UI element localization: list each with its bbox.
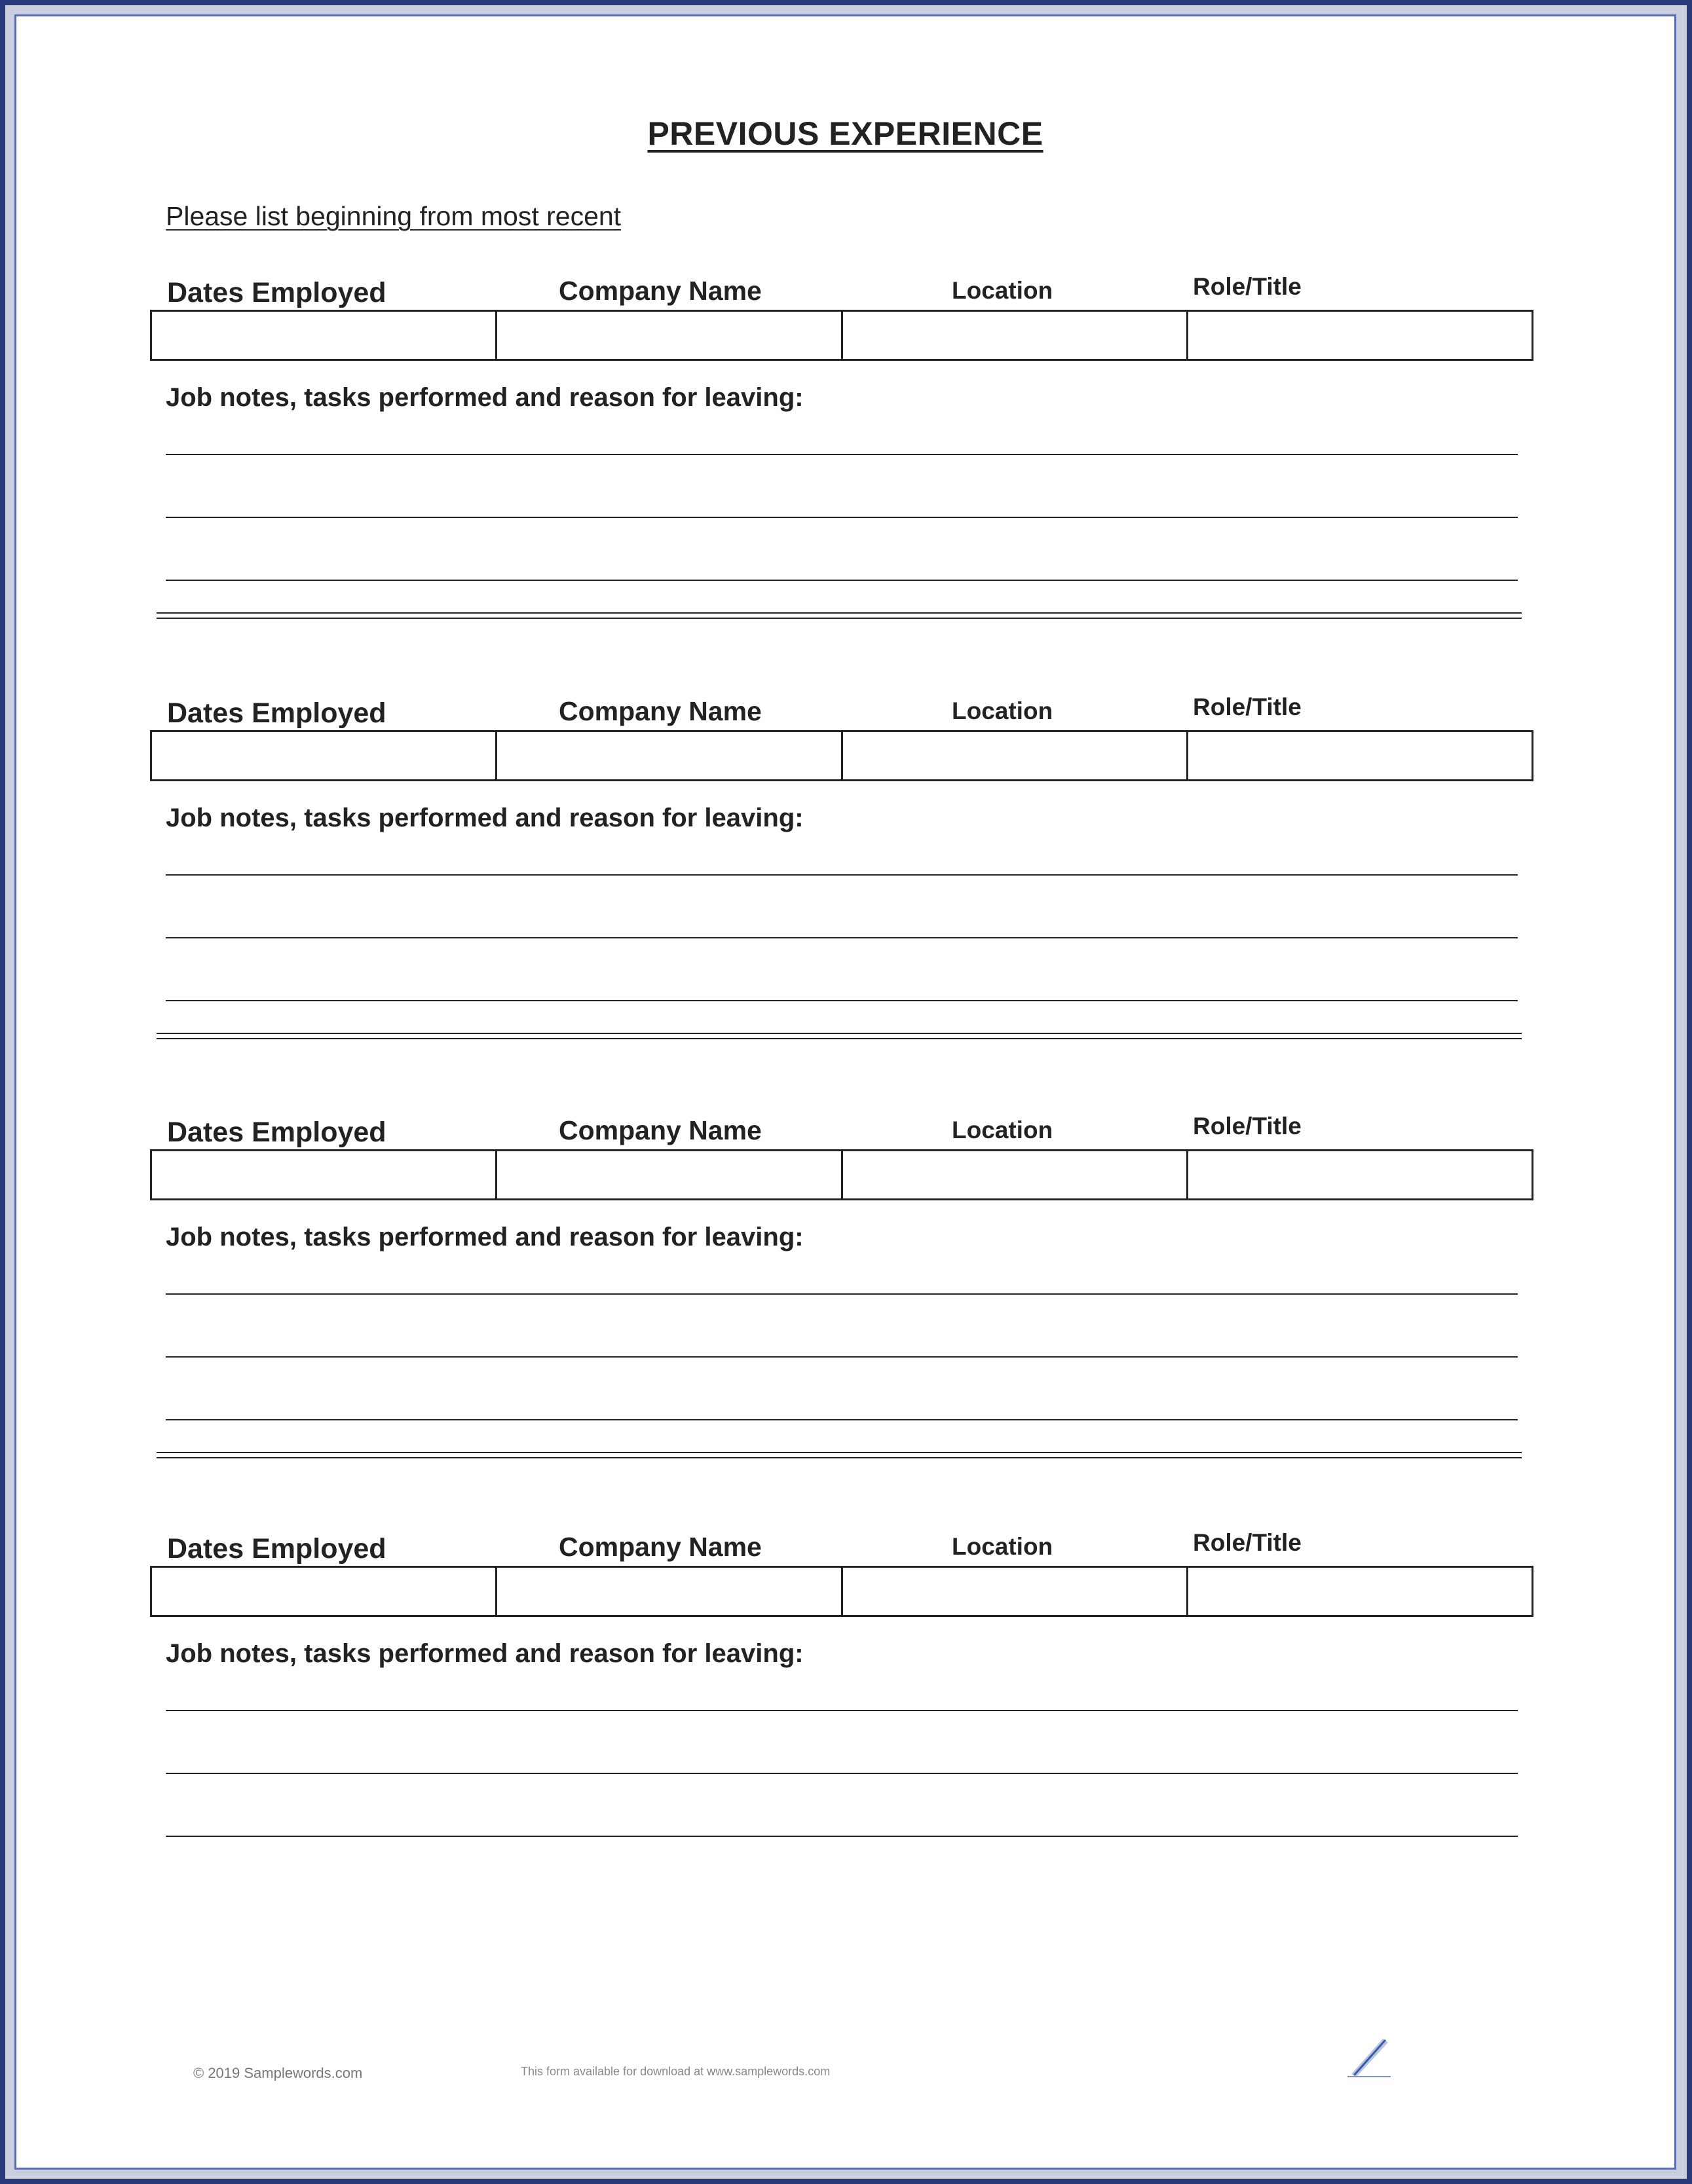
section-divider: [157, 612, 1522, 619]
dates-employed-field[interactable]: [152, 1568, 497, 1615]
location-field[interactable]: [843, 732, 1188, 779]
notes-line[interactable]: [166, 874, 1518, 876]
role-title-label: Role/Title: [1193, 1529, 1302, 1556]
dates-employed-field[interactable]: [152, 312, 497, 359]
form-page: [14, 14, 1676, 2170]
role-title-label: Role/Title: [1193, 1113, 1302, 1139]
notes-line[interactable]: [166, 1710, 1518, 1711]
role-title-field[interactable]: [1188, 1568, 1532, 1615]
dates-employed-field[interactable]: [152, 1151, 497, 1198]
company-name-label: Company Name: [559, 1532, 762, 1562]
notes-line[interactable]: [166, 454, 1518, 455]
role-title-label: Role/Title: [1193, 694, 1302, 720]
notes-line[interactable]: [166, 517, 1518, 518]
role-title-label: Role/Title: [1193, 273, 1302, 300]
instruction-text: Please list beginning from most recent: [166, 201, 622, 231]
section-divider: [157, 1033, 1522, 1039]
page-title: PREVIOUS EXPERIENCE: [647, 115, 1043, 152]
location-label: Location: [952, 1117, 1053, 1143]
experience-entry-4: [150, 1529, 1545, 1926]
notes-line[interactable]: [166, 937, 1518, 938]
job-notes-label: Job notes, tasks performed and reason for leaving:: [166, 383, 804, 412]
notes-line[interactable]: [166, 1293, 1518, 1295]
copyright-text: © 2019 Samplewords.com: [193, 2065, 363, 2081]
location-field[interactable]: [843, 1151, 1188, 1198]
dates-employed-field[interactable]: [152, 732, 497, 779]
role-title-field[interactable]: [1188, 312, 1532, 359]
company-name-field[interactable]: [497, 1151, 842, 1198]
experience-entry-1: [150, 273, 1545, 670]
notes-line[interactable]: [166, 580, 1518, 581]
role-title-field[interactable]: [1188, 1151, 1532, 1198]
experience-entry-2: [150, 694, 1545, 1090]
company-name-field[interactable]: [497, 732, 842, 779]
employment-fields-row: [150, 310, 1533, 361]
company-name-label: Company Name: [559, 1115, 762, 1145]
notes-line[interactable]: [166, 1836, 1518, 1837]
dates-employed-label: Dates Employed: [167, 697, 386, 729]
download-note: This form available for download at www.samplewords.com: [521, 2065, 831, 2078]
location-label: Location: [952, 697, 1053, 724]
pen-logo-icon: [1345, 2033, 1423, 2079]
company-name-label: Company Name: [559, 276, 762, 306]
experience-entry-3: [150, 1113, 1545, 1509]
notes-line[interactable]: [166, 1419, 1518, 1420]
location-label: Location: [952, 1533, 1053, 1560]
role-title-field[interactable]: [1188, 732, 1532, 779]
employment-fields-row: [150, 1566, 1533, 1617]
employment-fields-row: [150, 1149, 1533, 1200]
dates-employed-label: Dates Employed: [167, 1117, 386, 1148]
dates-employed-label: Dates Employed: [167, 1533, 386, 1564]
notes-line[interactable]: [166, 1773, 1518, 1774]
location-field[interactable]: [843, 1568, 1188, 1615]
company-name-field[interactable]: [497, 1568, 842, 1615]
job-notes-label: Job notes, tasks performed and reason for leaving:: [166, 1223, 804, 1251]
notes-line[interactable]: [166, 1356, 1518, 1358]
location-field[interactable]: [843, 312, 1188, 359]
location-label: Location: [952, 277, 1053, 304]
employment-fields-row: [150, 730, 1533, 781]
notes-line[interactable]: [166, 1000, 1518, 1001]
job-notes-label: Job notes, tasks performed and reason for leaving:: [166, 804, 804, 832]
job-notes-label: Job notes, tasks performed and reason for leaving:: [166, 1639, 804, 1668]
company-name-label: Company Name: [559, 696, 762, 726]
company-name-field[interactable]: [497, 312, 842, 359]
dates-employed-label: Dates Employed: [167, 277, 386, 308]
section-divider: [157, 1452, 1522, 1458]
